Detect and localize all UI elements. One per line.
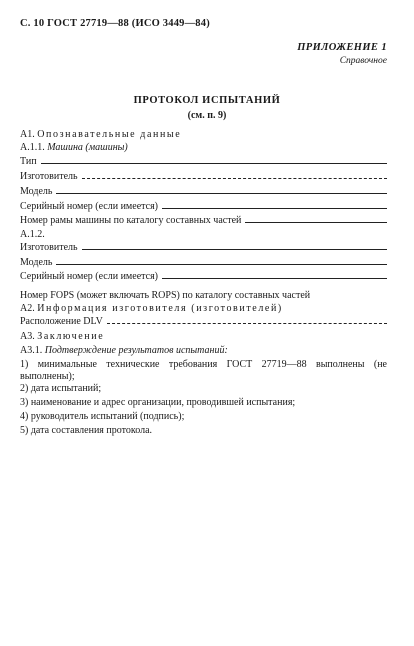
field-model-2	[20, 257, 387, 268]
page-header: С. 10 ГОСТ 27719—88 (ИСО 3449—84)	[20, 18, 210, 29]
section-a2-title: Информация изготовителя (изготовителей)	[37, 303, 283, 314]
field-label: Серийный номер (если имеется)	[20, 271, 158, 282]
fill-line	[162, 278, 387, 279]
field-frame-number	[20, 215, 387, 226]
fops-number-line: Номер FOPS (может включать ROPS) по каталогу составных частей	[20, 290, 311, 301]
field-label: Номер рамы машины по каталогу составных частей	[20, 215, 242, 226]
conclusion-item: 2) дата испытаний;	[20, 383, 102, 394]
conclusion-item: 4) руководитель испытаний (подпись);	[20, 411, 185, 422]
conclusion-item: 3) наименование и адрес организации, проводившей испытания;	[20, 397, 296, 408]
field-serial-number	[20, 201, 387, 212]
section-a3-heading	[20, 331, 104, 342]
protocol-title: ПРОТОКОЛ ИСПЫТАНИЙ	[133, 95, 281, 106]
field-manufacturer	[20, 171, 387, 182]
field-label: Тип	[20, 156, 37, 167]
subsection-a12-heading: А.1.2.	[20, 229, 45, 240]
fill-line	[41, 163, 387, 164]
fill-line	[56, 193, 387, 194]
section-a3-title: Заключение	[37, 331, 105, 342]
section-a1-number: А1.	[20, 129, 35, 140]
field-dlv-location	[20, 316, 387, 327]
field-type	[20, 156, 387, 167]
field-label: Модель	[20, 186, 53, 197]
subsection-a11-title: Машина (машины)	[47, 142, 128, 153]
fill-line	[245, 222, 387, 223]
subsection-a11-heading	[20, 142, 128, 153]
field-serial-number-2	[20, 271, 387, 282]
field-label: Изготовитель	[20, 171, 78, 182]
fill-line	[107, 323, 387, 324]
conclusion-item: 5) дата составления протокола.	[20, 425, 153, 436]
fill-line	[82, 178, 387, 179]
section-a3-number: А3.	[20, 331, 35, 342]
subsection-a31-heading	[20, 345, 228, 356]
field-label: Серийный номер (если имеется)	[20, 201, 158, 212]
section-a1-heading	[20, 129, 181, 140]
subsection-a11-number: А.1.1.	[20, 142, 45, 153]
section-a2-heading	[20, 303, 283, 314]
section-a2-number: А2.	[20, 303, 35, 314]
field-label: Расположение DLV	[20, 316, 103, 327]
fill-line	[56, 264, 387, 265]
subsection-a31-number: А3.1.	[20, 345, 43, 356]
conclusion-item: 1) минимальные технические требования ГОСТ 27719—88 выполнены (не выполнены);	[20, 359, 387, 382]
protocol-reference: (см. п. 9)	[187, 110, 227, 121]
field-manufacturer-2	[20, 242, 387, 253]
appendix-title: ПРИЛОЖЕНИЕ 1	[297, 42, 387, 53]
subsection-a31-title: Подтверждение результатов испытаний:	[44, 345, 228, 356]
appendix-subtitle: Справочное	[339, 56, 387, 66]
field-model	[20, 186, 387, 197]
field-label: Изготовитель	[20, 242, 78, 253]
fill-line	[82, 249, 387, 250]
field-label: Модель	[20, 257, 53, 268]
section-a1-title: Опознавательные данные	[37, 129, 182, 140]
fill-line	[162, 208, 387, 209]
